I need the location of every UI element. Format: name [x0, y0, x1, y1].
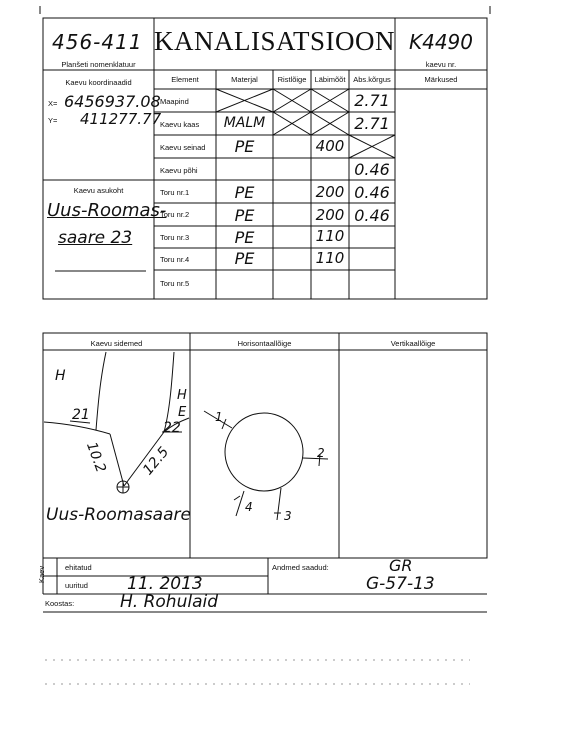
row-material: PE [234, 183, 255, 202]
data-value-1: GR [389, 556, 413, 575]
pipe-4-label: 4 [245, 500, 253, 514]
row-abs: 2.71 [354, 114, 390, 133]
sketch-e-right: E [178, 405, 187, 420]
row-element: Toru nr.1 [160, 188, 190, 197]
plan-number: 456-411 [52, 30, 143, 54]
data-label: Andmed saadud: [272, 563, 329, 572]
col-element: Element [171, 75, 199, 84]
sketch-dist-22: 22 [163, 420, 181, 436]
row-material: PE [234, 249, 255, 268]
row-element: Toru nr.5 [160, 279, 190, 288]
pipe-2-label: 2 [317, 446, 325, 460]
sketch-dist-125: 12.5 [140, 444, 173, 479]
sketch-dist-21: 21 [72, 407, 90, 423]
col-diameter: Läbimõõt [314, 75, 346, 84]
sketch-h-right: H [177, 388, 187, 403]
compiled-value: H. Rohulaid [120, 592, 219, 612]
row-material: PE [234, 206, 255, 225]
side-label: Kaev [37, 565, 46, 583]
row-diameter: 200 [315, 206, 345, 224]
pipe-1-label: 1 [215, 410, 223, 424]
row-abs: 2.71 [354, 91, 390, 110]
col-cross: Ristlõige [277, 75, 307, 84]
row-diameter: 110 [315, 249, 345, 267]
row-material: MALM [223, 115, 266, 131]
data-value-2: G-57-13 [366, 574, 435, 594]
row-element: Kaevu seinad [160, 143, 206, 152]
location-title: Kaevu asukoht [73, 186, 124, 195]
well-label: kaevu nr. [425, 60, 457, 69]
col-abs: Abs.kõrgus [353, 75, 391, 84]
coords-title: Kaevu koordinaadid [65, 78, 132, 87]
built-label: ehitatud [65, 563, 92, 572]
sketch-h-left: H [55, 368, 66, 384]
row-element: Kaevu põhi [160, 166, 198, 175]
sketch-col-ties: Kaevu sidemed [90, 339, 143, 348]
sketch-dist-102: 10.2 [82, 440, 109, 475]
y-value: 411277.77 [80, 110, 162, 128]
row-abs: 0.46 [354, 160, 390, 179]
location-line2: saare 23 [58, 228, 133, 248]
row-element: Toru nr.2 [160, 210, 190, 219]
pipe-3-label: 3 [284, 509, 292, 523]
plan-label: Planšeti nomenklatuur [61, 60, 136, 69]
row-abs: 0.46 [354, 183, 390, 202]
y-label: Y= [48, 116, 58, 125]
sketch-street: Uus-Roomasaare [46, 505, 191, 525]
surveyed-value: 11. 2013 [127, 574, 203, 594]
page-title: KANALISATSIOON [154, 26, 395, 56]
row-element: Toru nr.4 [160, 255, 190, 264]
row-element: Toru nr.3 [160, 233, 190, 242]
col-notes: Märkused [424, 75, 458, 84]
row-material: PE [234, 137, 255, 156]
row-diameter: 400 [315, 137, 345, 155]
x-value: 6456937.08 [64, 92, 161, 111]
sketch-col-vertical: Vertikaallõige [390, 339, 436, 348]
row-element: Kaevu kaas [160, 120, 200, 129]
row-abs: 0.46 [354, 206, 390, 225]
location-line1: Uus-Roomas- [47, 200, 167, 221]
well-number: K4490 [408, 30, 473, 54]
row-element: Maapind [160, 97, 189, 106]
col-material: Materjal [231, 75, 258, 84]
row-material: PE [234, 228, 255, 247]
compiled-label: Koostas: [45, 599, 75, 608]
row-diameter: 110 [315, 227, 345, 245]
x-label: X= [48, 99, 58, 108]
sketch-col-horizontal: Horisontaallõige [237, 339, 292, 348]
surveyed-label: uuritud [65, 581, 88, 590]
row-diameter: 200 [315, 183, 345, 201]
